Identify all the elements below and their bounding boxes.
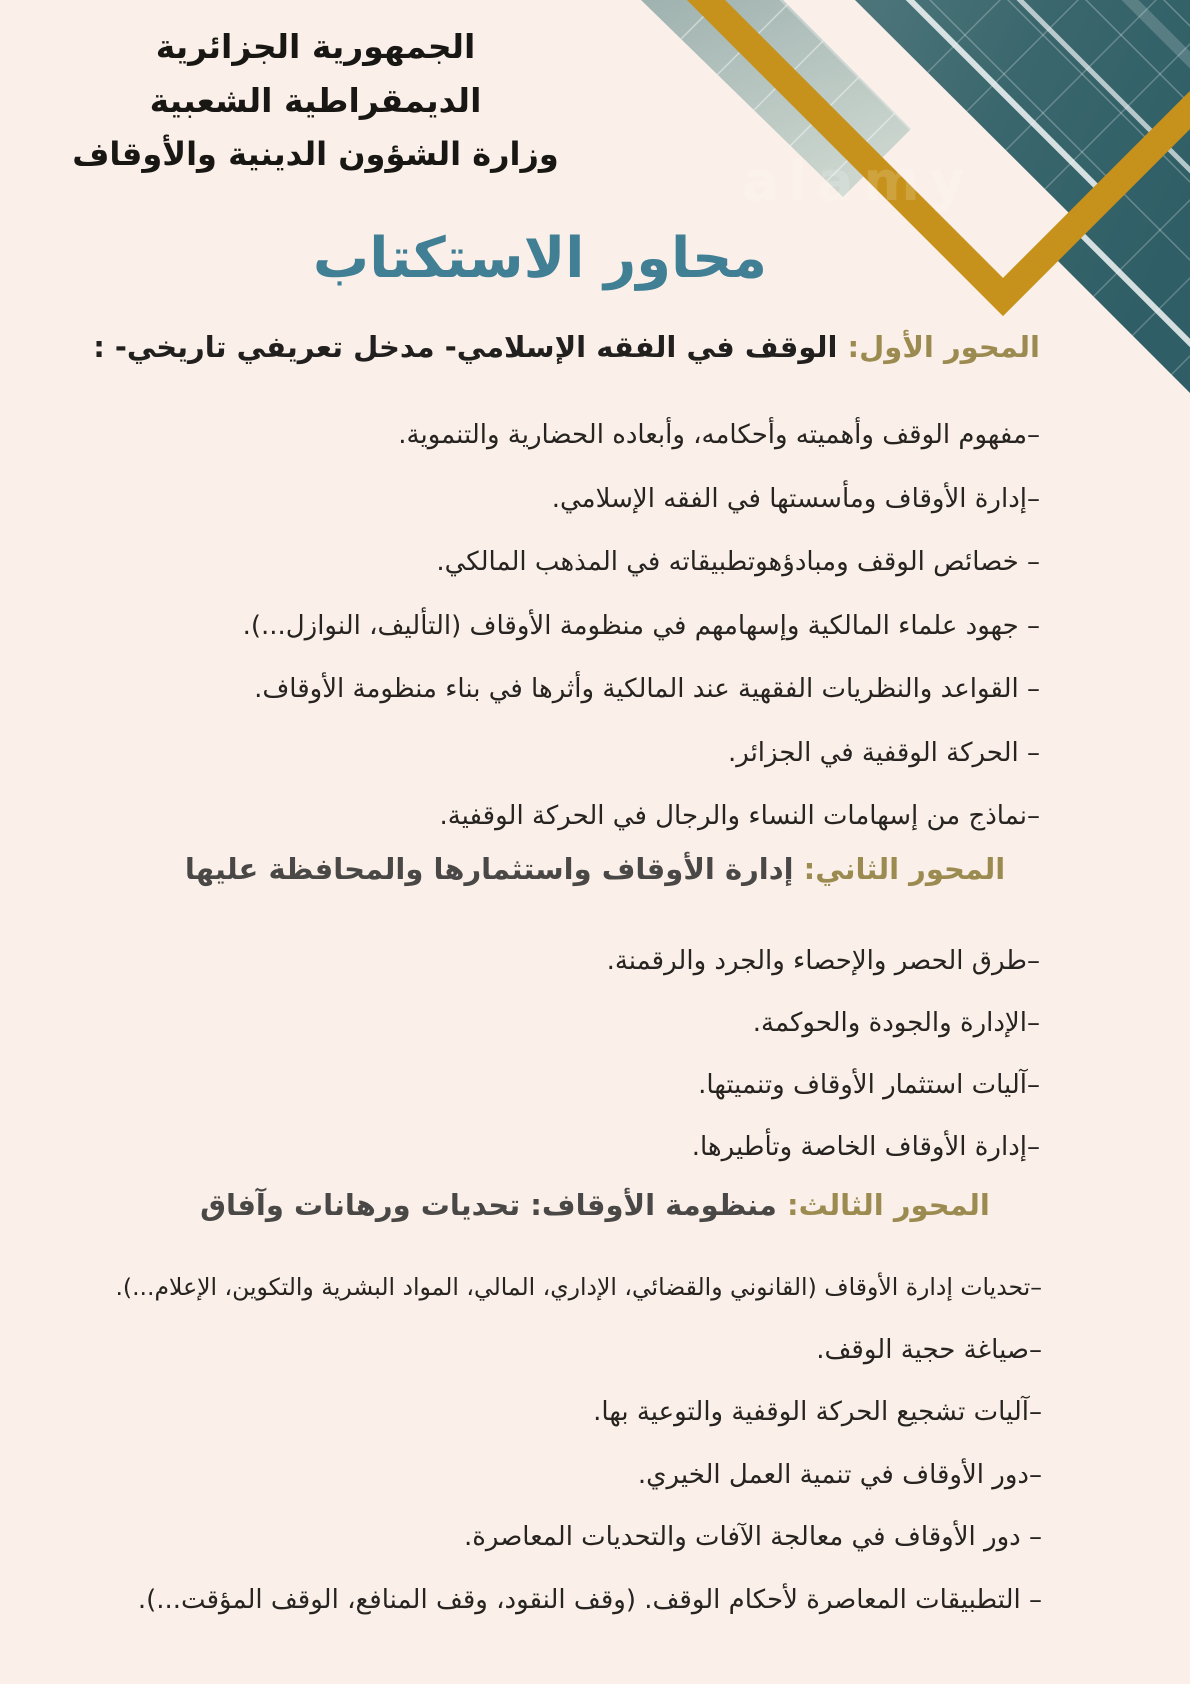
list-item: –مفهوم الوقف وأهميته وأحكامه، وأبعاده الحضارية والتنموية. (398, 420, 1040, 450)
axis3-heading (0, 1188, 1190, 1222)
list-item: –آليات تشجيع الحركة الوقفية والتوعية بها. (593, 1397, 1042, 1427)
list-item: –صياغة حجية الوقف. (816, 1334, 1042, 1365)
axis1-title: الوقف في الفقه الإسلامي- مدخل تعريفي تاريخي- : (93, 330, 838, 364)
list-item: – دور الأوقاف في معالجة الآفات والتحديات المعاصرة. (463, 1522, 1042, 1552)
ministry-name: وزارة الشؤون الدينية والأوقاف (72, 135, 559, 173)
list-item: – خصائص الوقف ومبادؤهوتطبيقاته في المذهب المالكي. (436, 547, 1040, 577)
axis1-list (243, 404, 1040, 849)
list-item: – الحركة الوقفية في الجزائر. (727, 737, 1040, 768)
list-item: –إدارة الأوقاف الخاصة وتأطيرها. (691, 1132, 1040, 1162)
axis3-list (115, 1256, 1042, 1631)
list-item: –إدارة الأوقاف ومأسستها في الفقه الإسلامي. (551, 483, 1040, 514)
list-item: –تحديات إدارة الأوقاف (القانوني والقضائي، الإداري، المالي، المواد البشرية والتكوين، الإعلام...). (115, 1273, 1042, 1301)
axis3-label: المحور الثالث: (786, 1188, 990, 1222)
axis2-title: إدارة الأوقاف واستثمارها والمحافظة عليها (184, 852, 794, 886)
list-item: –طرق الحصر والإحصاء والجرد والرقمنة. (606, 946, 1040, 976)
list-item: – القواعد والنظريات الفقهية عند المالكية وأثرها في بناء منظومة الأوقاف. (254, 674, 1040, 704)
axis2-heading (0, 852, 1190, 886)
list-item: –الإدارة والجودة والحوكمة. (752, 1008, 1040, 1038)
list-item: –دور الأوقاف في تنمية العمل الخيري. (637, 1459, 1042, 1490)
axis1-heading (93, 330, 1040, 364)
list-item: –نماذج من إسهامات النساء والرجال في الحركة الوقفية. (439, 801, 1040, 831)
axis2-label: المحور الثاني: (803, 852, 1006, 886)
ministry-header (58, 20, 573, 180)
list-item: –آليات استثمار الأوقاف وتنميتها. (698, 1070, 1040, 1100)
document-title: محاور الاستكتاب (312, 226, 768, 291)
republic-name: الجمهورية الجزائرية الديمقراطية الشعبية (149, 27, 482, 120)
axis1-label: المحور الأول: (847, 330, 1040, 364)
list-item: – التطبيقات المعاصرة لأحكام الوقف. (وقف النقود، وقف المنافع، الوقف المؤقت...). (137, 1584, 1042, 1615)
list-item: – جهود علماء المالكية وإسهامهم في منظومة الأوقاف (التأليف، النوازل...). (242, 610, 1040, 641)
axis2-list (607, 930, 1040, 1178)
axis3-title: منظومة الأوقاف: تحديات ورهانات وآفاق (200, 1188, 777, 1222)
